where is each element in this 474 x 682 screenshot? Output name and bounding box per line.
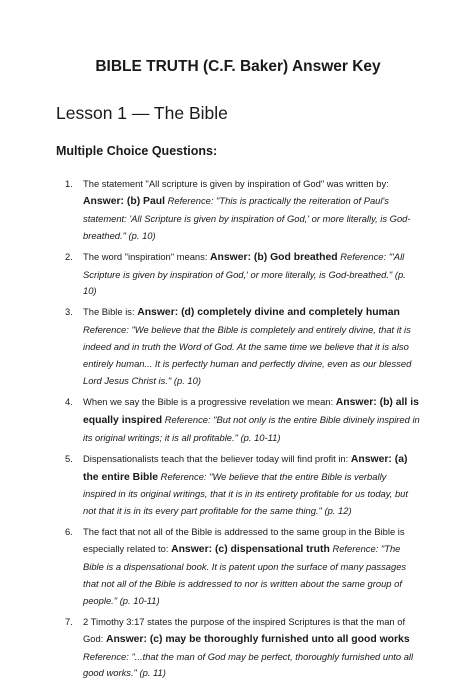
question-answer: Answer: (b) Paul <box>83 195 165 207</box>
question-reference: Reference: "We believe that the Bible is completely and entirely divine, that it is indeed and in truth the Word of God. At the same time we believe that it is also entirely human... It is perfectly human and perfectly divine, even as our blessed Lord Jesus Christ is." (p. 10) <box>83 324 412 386</box>
question-answer: Answer: (c) dispensational truth <box>171 544 330 556</box>
question-answer: Answer: (a) the entire Bible <box>83 453 408 483</box>
question-number: 5. <box>65 452 73 464</box>
lesson-title: Lesson 1 — The Bible <box>56 103 228 123</box>
question-answer: Answer: (b) God breathed <box>210 251 338 263</box>
question-item <box>56 249 420 301</box>
question-number: 3. <box>65 306 73 318</box>
question-item <box>56 176 420 245</box>
question-reference: Reference: "This is practically the reiteration of Paul's statement: 'All Scripture is given by inspiration of God,' or more literally, is God-breathed." (p. 10) <box>83 194 411 241</box>
question-reference: Reference: "'All Scripture is given by inspiration of God,' or more literally, is God-breathed." (p. 10) <box>83 250 406 297</box>
question-text: When we say the Bible is a progressive revelation we mean: <box>83 395 336 407</box>
question-answer: Answer: (d) completely divine and completely human <box>137 307 400 319</box>
question-number: 7. <box>65 615 73 627</box>
document-title: BIBLE TRUTH (C.F. Baker) Answer Key <box>95 58 381 75</box>
question-text: 2 Timothy 3:17 states the purpose of the inspired Scriptures is that the man of God: <box>83 615 406 644</box>
section-title: Multiple Choice Questions: <box>56 144 218 158</box>
question-number: 4. <box>65 395 73 407</box>
question-item <box>56 524 420 610</box>
question-item <box>56 451 420 521</box>
question-reference: Reference: "But not only is the entire Bible divinely inspired in its original writings; it is all profitable." (p. 10-11) <box>83 413 420 443</box>
question-reference: Reference: "We believe that the entire Bible is verbally inspired in its original writings, that it is in its entirety profitable for us today, but not that it is in its every part profitable for the same thing." (p. 12) <box>83 470 408 517</box>
question-number: 6. <box>65 526 73 538</box>
question-list <box>56 159 420 682</box>
question-item <box>56 614 420 682</box>
question-item <box>56 304 420 390</box>
question-answer: Answer: (c) may be thoroughly furnished unto all good works <box>105 633 410 645</box>
question-text: The statement "All scripture is given by inspiration of God" was written by: <box>83 178 389 189</box>
question-text: The Bible is: <box>83 306 138 318</box>
question-text: The word "inspiration" means: <box>83 250 211 262</box>
question-reference: Reference: "...that the man of God may be perfect, thoroughly furnished unto all good works." (p. 11) <box>83 650 414 679</box>
question-answer: Answer: (b) all is equally inspired <box>83 396 419 426</box>
question-text: The fact that not all of the Bible is addressed to the same group in the Bible is especially related to: <box>83 526 405 555</box>
question-text: Dispensationalists teach that the believer today will find profit in: <box>83 452 351 464</box>
question-reference: Reference: "The Bible is a dispensational book. It is patent upon the surface of many passages that not all of the Bible is addressed to nor is written about the same group of people." (p. 10-11) <box>83 543 407 606</box>
question-number: 2. <box>65 250 73 262</box>
question-item <box>56 394 420 447</box>
question-number: 1. <box>65 178 73 189</box>
